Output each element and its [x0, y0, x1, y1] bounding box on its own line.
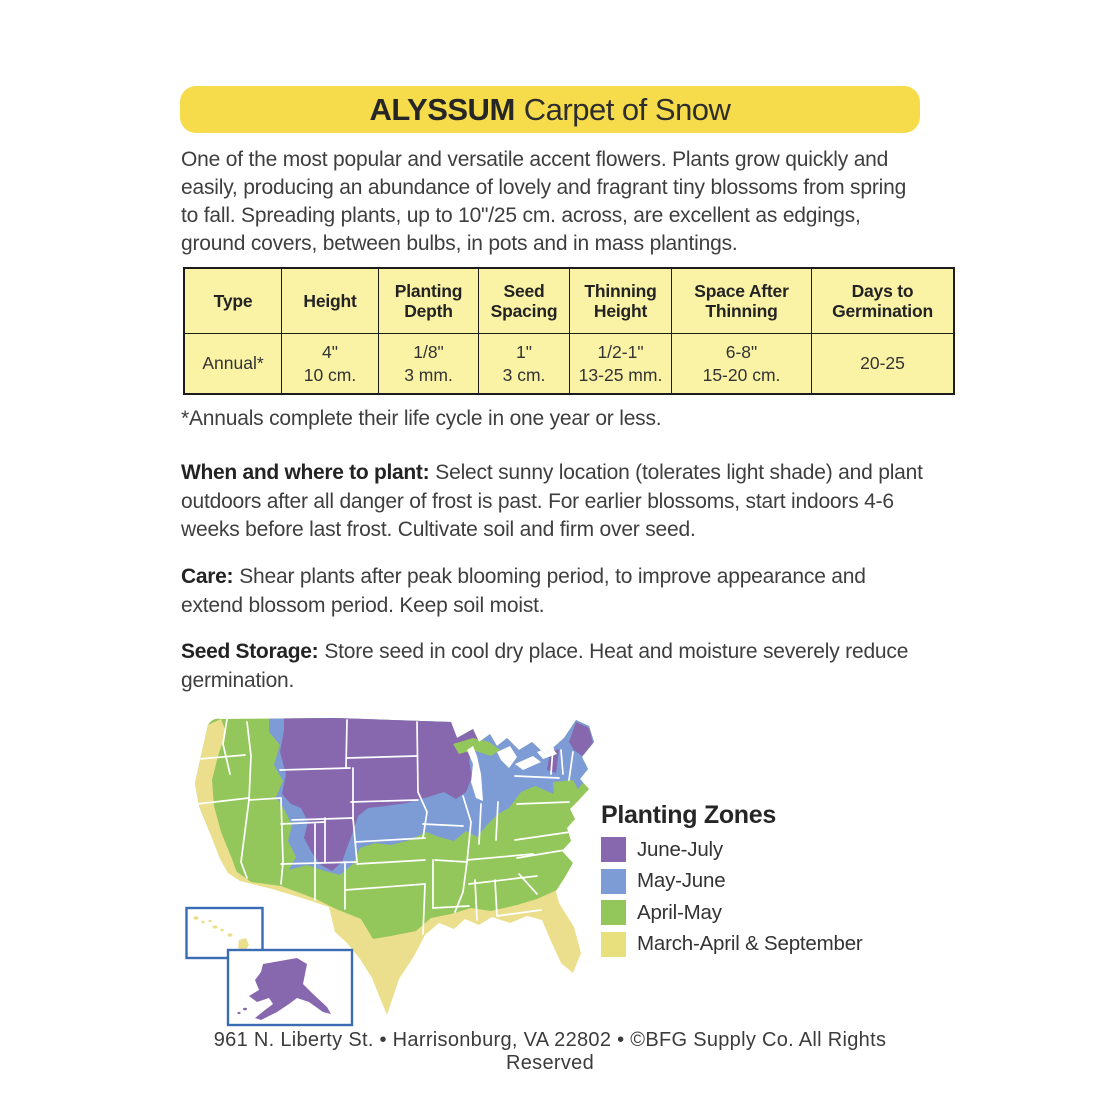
variety-subname: Carpet of Snow — [523, 91, 731, 127]
cell-line: 1" — [516, 341, 532, 362]
table-header-row — [184, 268, 954, 334]
cell-line: 4" — [322, 341, 338, 362]
legend-label: June-July — [637, 837, 723, 861]
cell-line: 6-8" — [725, 341, 758, 362]
cell-line: 20-25 — [860, 353, 905, 373]
section-label: Seed Storage: — [181, 640, 319, 663]
cell-line: 15-20 cm. — [702, 364, 781, 385]
section-text: Select sunny location (tolerates light shade) and plant outdoors after all danger of frost is past. For earlier blossoms, start indoors 4-6 weeks before last frost. Cultivate soil and firm over seed. — [181, 461, 923, 541]
legend-item-may-june — [601, 869, 863, 894]
col-type: Type — [184, 268, 282, 334]
col-space-after-thinning: Space After Thinning — [672, 268, 812, 334]
us-planting-zones-map — [185, 712, 615, 1027]
alaska-inset — [228, 950, 352, 1025]
planting-zones-legend — [601, 801, 863, 957]
col-seed-spacing: Seed Spacing — [479, 268, 570, 334]
section-when-and-where — [181, 459, 925, 545]
cell-line: 1/8" — [413, 341, 444, 362]
cell-line: 3 cm. — [502, 364, 546, 385]
section-text: Shear plants after peak blooming period, to improve appearance and extend blossom period. Keep soil moist. — [181, 565, 866, 617]
cell-line: 1/2-1" — [597, 341, 644, 362]
may-june-swatch — [601, 869, 626, 894]
legend-label: May-June — [637, 869, 726, 892]
legend-item-march-april-september — [601, 932, 863, 957]
section-care — [181, 563, 925, 620]
cell-line: 3 mm. — [404, 364, 453, 385]
title-banner — [180, 86, 920, 133]
cell-line: 13-25 mm. — [578, 364, 663, 385]
cell-type — [184, 334, 282, 395]
cell-space-after-thinning — [672, 334, 812, 395]
culture-table-wrap — [183, 267, 955, 395]
cell-planting-depth — [379, 334, 479, 395]
description-paragraph: One of the most popular and versatile accent flowers. Plants grow quickly and easily, producing an abundance of lovely and fragrant tiny blossoms from spring to fall. Spreading plants, up to 10"/25 cm. across, are excellent as edgings, ground covers, between bulbs, in pots and in mass plantings. — [181, 148, 907, 255]
annuals-footnote: *Annuals complete their life cycle in one year or less. — [181, 407, 662, 430]
april-may-swatch — [601, 900, 626, 925]
col-days-to-germination: Days to Germination — [812, 268, 955, 334]
cell-seed-spacing — [479, 334, 570, 395]
june-july-swatch — [601, 837, 626, 862]
legend-item-april-may — [601, 900, 863, 925]
legend-label: March-April & September — [637, 932, 863, 955]
march-april-september-swatch — [601, 932, 626, 957]
cell-thinning-height — [570, 334, 672, 395]
cell-line: 10 cm. — [303, 364, 357, 385]
col-height: Height — [282, 268, 379, 334]
legend-title: Planting Zones — [601, 801, 776, 829]
culture-table — [183, 267, 955, 395]
cell-days-to-germination — [812, 334, 955, 395]
section-label: When and where to plant: — [181, 461, 430, 484]
section-label: Care: — [181, 565, 234, 588]
legend-item-june-july — [601, 837, 863, 862]
company-address-line: 961 N. Liberty St. • Harrisonburg, VA 22802 • ©BFG Supply Co. All Rights Reserved — [213, 1029, 887, 1074]
col-thinning-height: Thinning Height — [570, 268, 672, 334]
section-seed-storage — [181, 638, 925, 695]
table-data-row — [184, 334, 954, 395]
cell-height — [282, 334, 379, 395]
variety-name: ALYSSUM — [369, 91, 515, 127]
section-text: Store seed in cool dry place. Heat and moisture severely reduce germination. — [181, 640, 909, 692]
col-planting-depth: Planting Depth — [379, 268, 479, 334]
legend-label: April-May — [637, 900, 722, 924]
cell-line: Annual* — [202, 353, 264, 373]
